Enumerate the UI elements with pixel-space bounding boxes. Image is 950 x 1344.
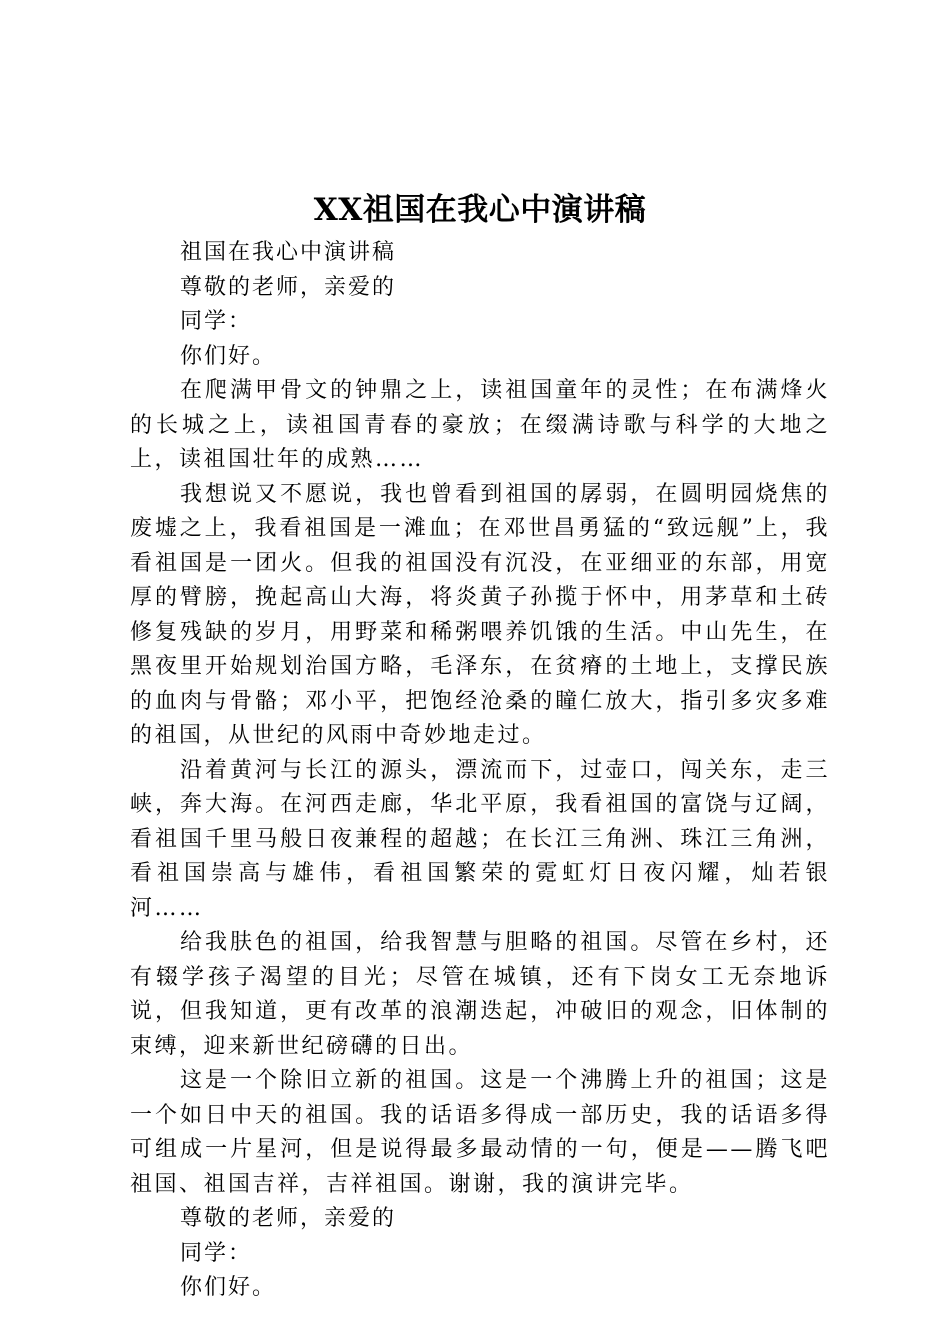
salutation-line: 同学： [180, 1240, 253, 1266]
greeting-line: 你们好。 [180, 343, 277, 369]
body-paragraph: 我想说又不愿说，我也曾看到祖国的孱弱，在圆明园烧焦的废墟之上，我看祖国是一滩血；在邓世昌勇猛的“致远舰”上，我看祖国是一团火。但我的祖国没有沉没，在亚细亚的东部，用宽厚的臂膀，挽起高山大海，将炎黄子孙揽于怀中，用茅草和土砖修复残缺的岁月，用野菜和稀粥喂养饥饿的生活。中山先生，在黑夜里开始规划治国方略，毛泽东，在贫瘠的土地上，支撑民族的血肉与骨骼；邓小平，把饱经沧桑的瞳仁放大，指引多灾多难的祖国，从世纪的风雨中奇妙地走过。 [130, 481, 830, 748]
subtitle-line: 祖国在我心中演讲稿 [180, 240, 397, 265]
document-title: XX祖国在我心中演讲稿 [313, 192, 647, 228]
body-paragraph: 沿着黄河与长江的源头，漂流而下，过壶口，闯关东，走三峡，奔大海。在河西走廊，华北平原，我看祖国的富饶与辽阔，看祖国千里马般日夜兼程的超越；在长江三角洲、珠江三角洲，看祖国崇高与雄伟，看祖国繁荣的霓虹灯日夜闪耀，灿若银河…… [130, 757, 830, 921]
salutation-line: 尊敬的老师，亲爱的 [180, 1206, 397, 1231]
greeting-line: 你们好。 [180, 1275, 277, 1300]
salutation-line: 同学： [180, 309, 253, 334]
body-paragraph: 在爬满甲骨文的钟鼎之上，读祖国童年的灵性；在布满烽火的长城之上，读祖国青春的豪放；在缀满诗歌与科学的大地之上，读祖国壮年的成熟…… [130, 378, 830, 472]
body-paragraph: 给我肤色的祖国，给我智慧与胆略的祖国。尽管在乡村，还有辍学孩子渴望的目光；尽管在城镇，还有下岗女工无奈地诉说，但我知道，更有改革的浪潮迭起，冲破旧的观念，旧体制的束缚，迎来新世纪磅礴的日出。 [130, 930, 830, 1059]
document-page [130, 190, 830, 1306]
salutation-line: 尊敬的老师，亲爱的 [180, 274, 397, 300]
body-paragraph: 这是一个除旧立新的祖国。这是一个沸腾上升的祖国；这是一个如日中天的祖国。我的话语多得成一部历史，我的话语多得可组成一片星河，但是说得最多最动情的一句，便是——腾飞吧祖国、祖国吉祥，吉祥祖国。谢谢，我的演讲完毕。 [130, 1068, 830, 1197]
